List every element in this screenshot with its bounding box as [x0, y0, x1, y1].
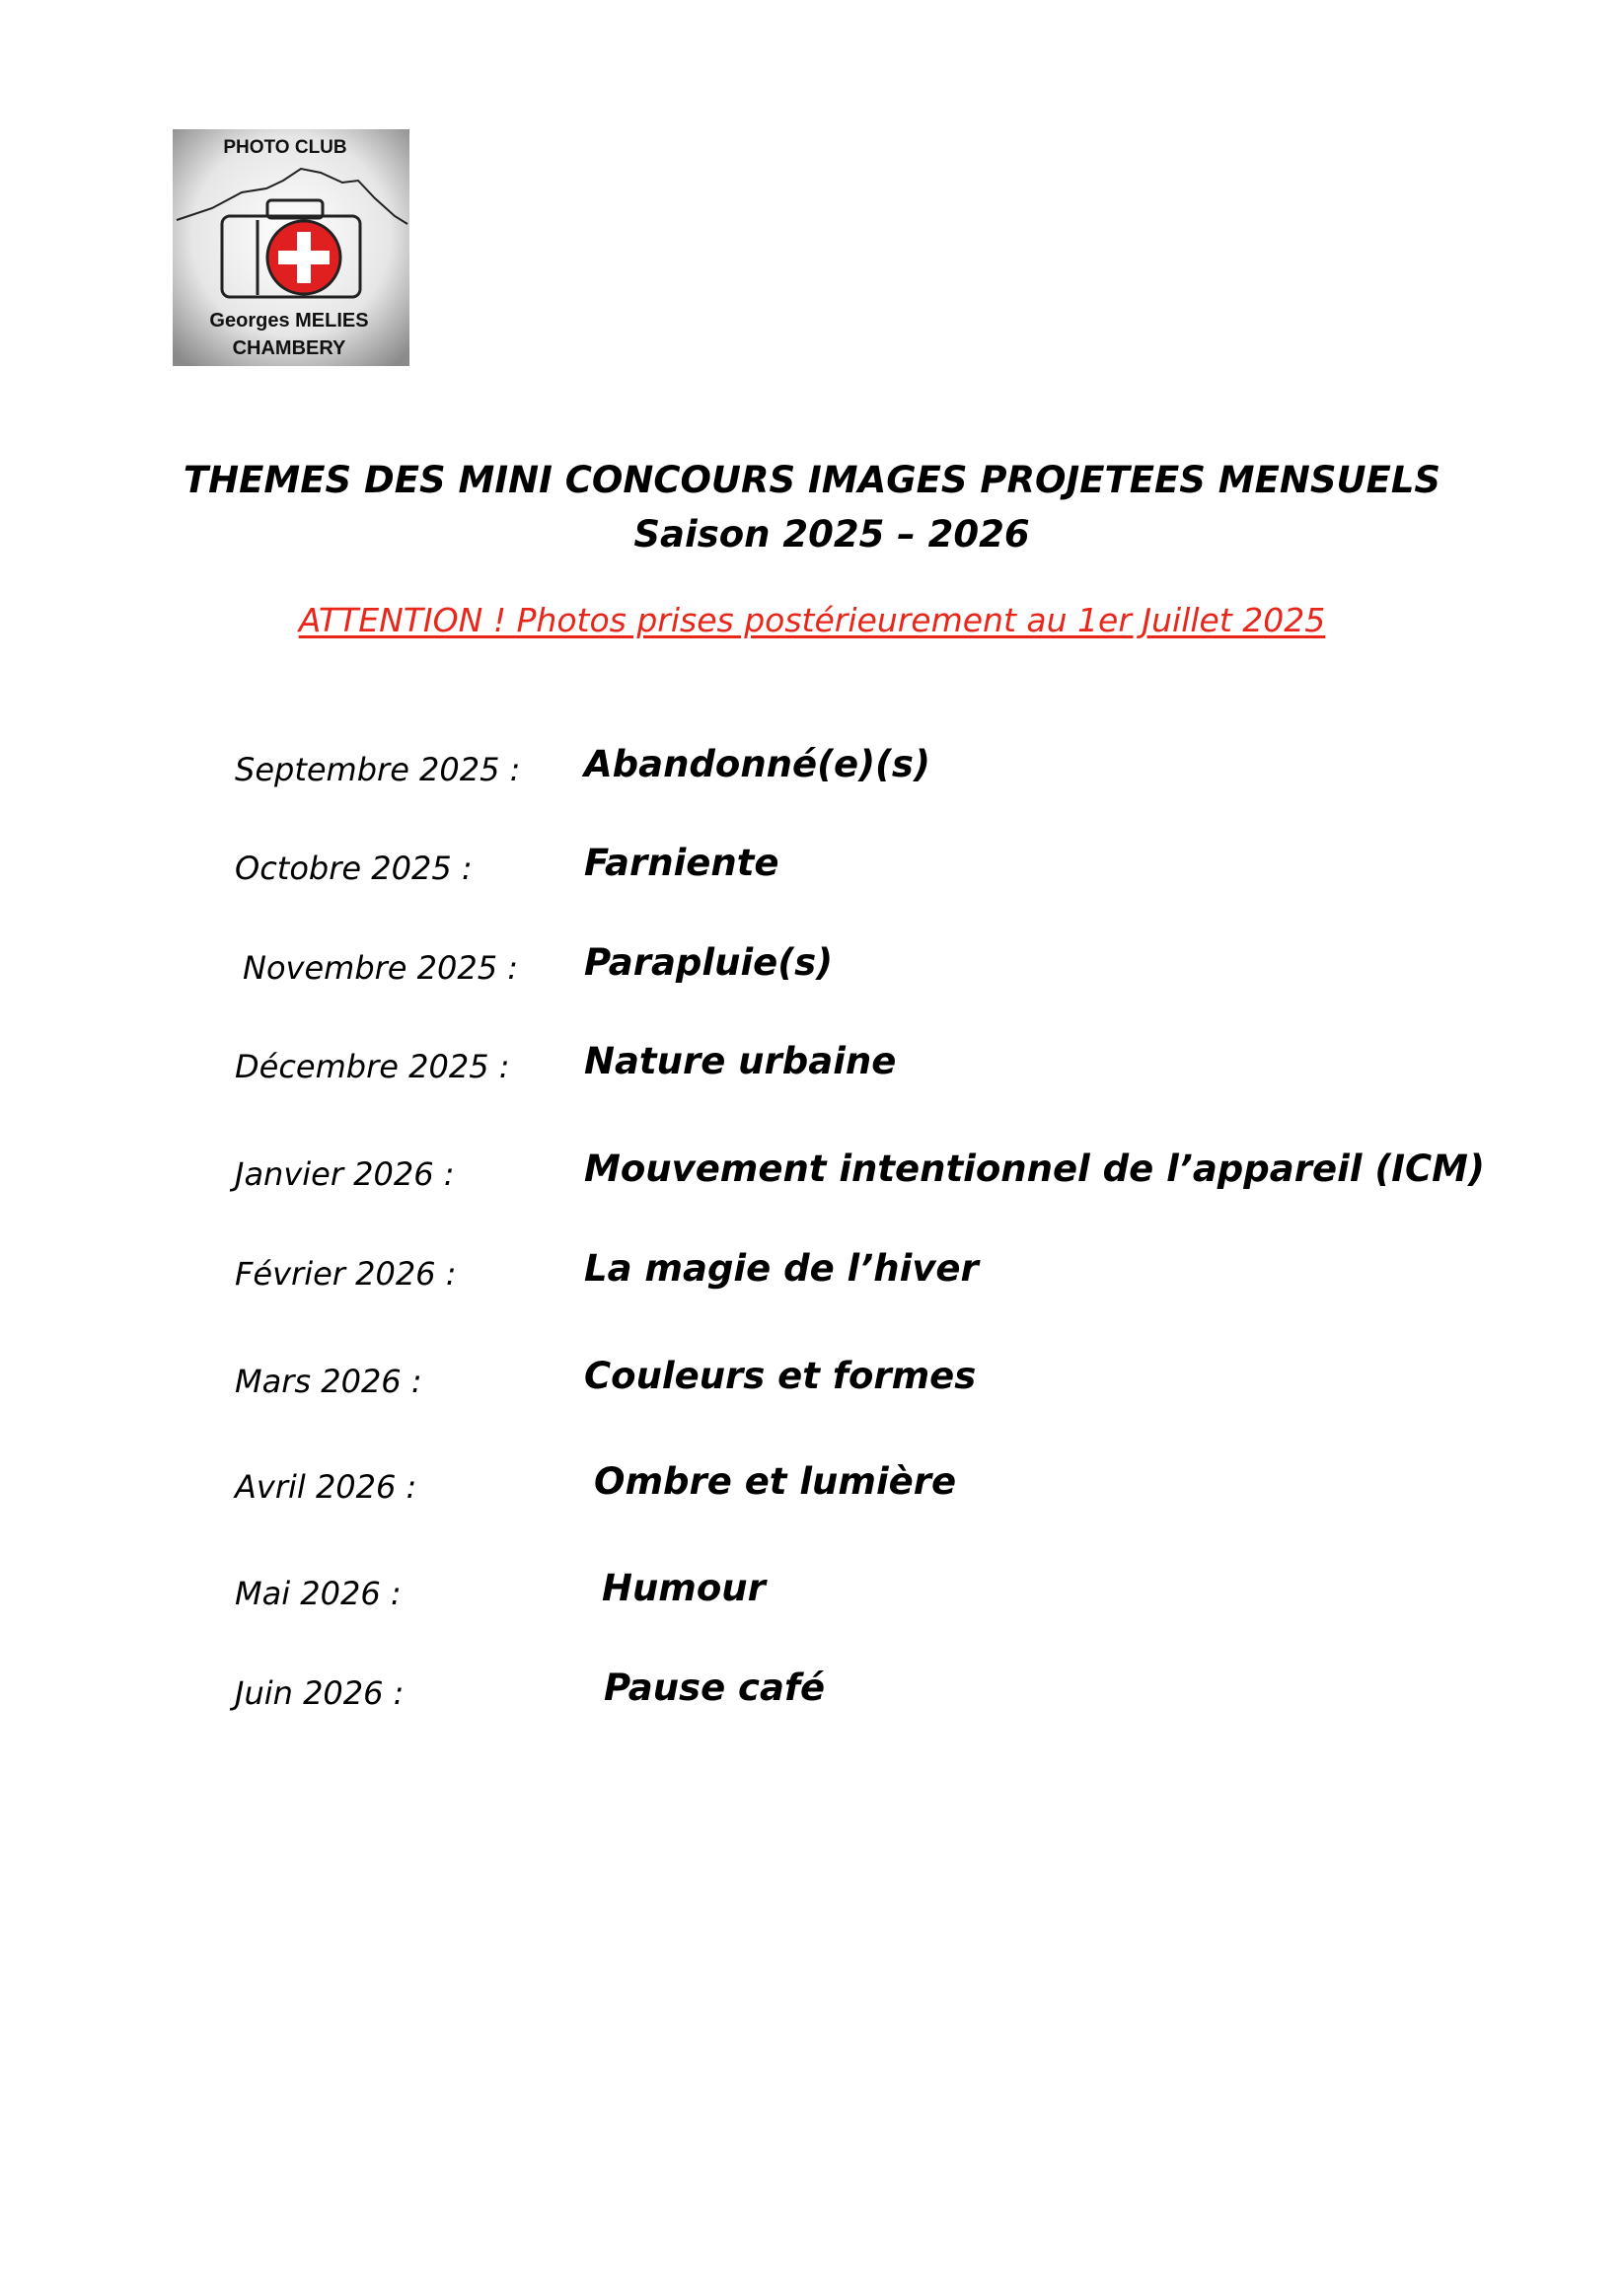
theme-label: Mouvement intentionnel de l’appareil (ICM)	[584, 1148, 1485, 1190]
theme-label: La magie de l’hiver	[584, 1247, 979, 1290]
schedule-row-december	[0, 1035, 1624, 1094]
month-label: Juin 2026 :	[235, 1674, 405, 1712]
schedule-row-march	[0, 1350, 1624, 1409]
logo-name-line1: Georges MELIES	[209, 310, 369, 332]
schedule-row-january	[0, 1143, 1624, 1202]
month-label: Octobre 2025 :	[235, 850, 473, 887]
schedule-row-october	[0, 837, 1624, 896]
theme-label: Ombre et lumière	[594, 1460, 957, 1503]
month-label: Novembre 2025 :	[243, 949, 519, 987]
month-label: Janvier 2026 :	[235, 1155, 455, 1193]
page-title: THEMES DES MINI CONCOURS IMAGES PROJETEES MENSUELS	[183, 459, 1441, 501]
schedule-row-june	[0, 1662, 1624, 1721]
logo-top-text: PHOTO CLUB	[223, 137, 347, 158]
schedule-row-april	[0, 1455, 1624, 1515]
theme-label: Abandonné(e)(s)	[584, 743, 930, 785]
attention-notice: ATTENTION ! Photos prises postérieurement au 1er Juillet 2025	[298, 601, 1326, 639]
schedule-row-september	[0, 738, 1624, 797]
theme-label: Humour	[602, 1567, 766, 1609]
month-label: Mars 2026 :	[235, 1363, 422, 1400]
theme-label: Couleurs et formes	[584, 1355, 977, 1397]
theme-label: Pause café	[604, 1666, 826, 1709]
month-label: Mai 2026 :	[235, 1575, 402, 1612]
logo-name-line2: CHAMBERY	[232, 337, 346, 359]
month-label: Avril 2026 :	[235, 1468, 417, 1506]
page-subtitle: Saison 2025 – 2026	[633, 513, 1030, 555]
schedule-row-november	[0, 936, 1624, 996]
month-label: Décembre 2025 :	[235, 1048, 510, 1085]
month-label: Février 2026 :	[235, 1255, 457, 1293]
photo-club-logo	[173, 129, 409, 366]
schedule-row-february	[0, 1242, 1624, 1301]
month-label: Septembre 2025 :	[235, 751, 521, 788]
theme-label: Nature urbaine	[584, 1040, 897, 1082]
schedule-row-may	[0, 1562, 1624, 1621]
theme-label: Farniente	[584, 842, 779, 884]
theme-label: Parapluie(s)	[584, 941, 834, 984]
